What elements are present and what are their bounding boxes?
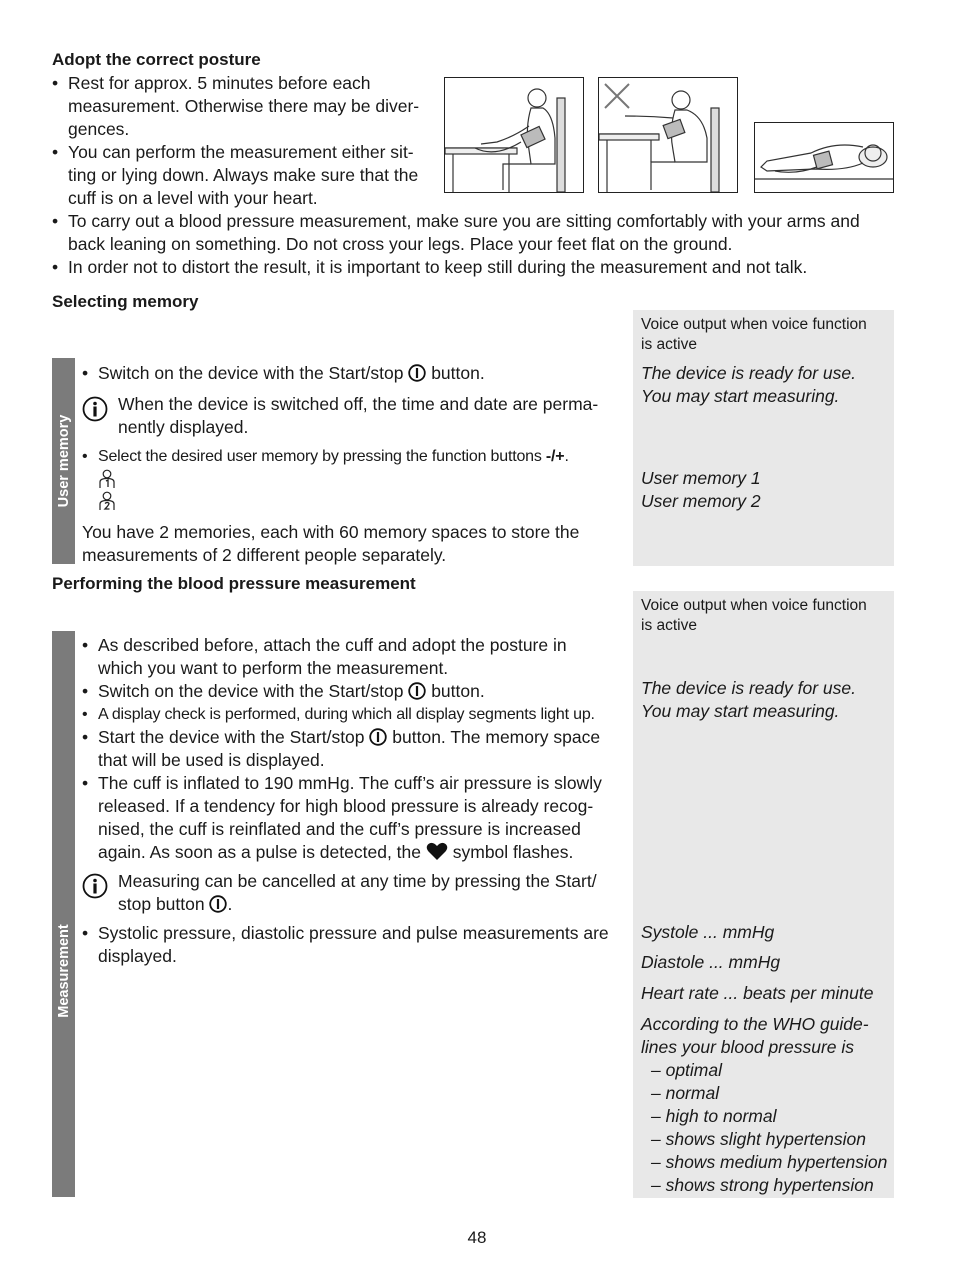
text-line: is active	[641, 336, 697, 353]
posture-heading: Adopt the correct posture	[52, 50, 261, 69]
measure-voice-ready	[641, 677, 856, 723]
who-levels-list	[641, 1059, 887, 1197]
step-results-displayed	[82, 922, 630, 968]
memory-heading: Selecting memory	[52, 292, 199, 311]
voice-diastole: Diastole ... mmHg	[641, 952, 781, 972]
text-line: You may start measuring.	[641, 386, 840, 406]
list-item: – normal	[651, 1083, 720, 1103]
text: Select the desired user memory by pressing the function buttons	[98, 448, 542, 465]
text-line: The device is ready for use.	[641, 678, 856, 698]
text: again. As soon as a pulse is detected, the	[98, 842, 421, 862]
text-line: back leaning on something. Do not cross your legs. Place your feet flat on the ground.	[68, 234, 733, 254]
text-line: • As described before, attach the cuff and adopt the posture in	[98, 635, 567, 655]
cross-sitting-person-icon	[599, 78, 737, 192]
tab-label: Measurement	[55, 923, 72, 1018]
text: A display check is performed, during which all display segments light up.	[98, 706, 595, 723]
user-memory-tab	[52, 358, 75, 564]
incorrect-sitting-posture-illustration	[598, 77, 738, 193]
text-line: ting or lying down. Always make sure that the	[68, 165, 419, 185]
text: button. The memory space	[392, 727, 601, 747]
text-line: that will be used is displayed.	[98, 750, 325, 770]
text-line: You have 2 memories, each with 60 memory spaces to store the	[82, 522, 580, 542]
voice-who-classification	[641, 1013, 887, 1197]
lying-posture-illustration	[754, 122, 894, 193]
text-line: • You can perform the measurement either sit-	[68, 142, 414, 162]
text-line: User memory 2	[641, 491, 761, 511]
measure-heading: Performing the blood pressure measurement	[52, 574, 416, 593]
text: .	[564, 448, 569, 465]
text: .	[227, 894, 233, 914]
lying-person-icon	[755, 123, 893, 192]
step-switch-on	[82, 362, 630, 385]
info-note-cancel	[82, 870, 630, 916]
list-item: – high to normal	[651, 1106, 777, 1126]
text-line: nently displayed.	[118, 417, 249, 437]
info-icon	[82, 873, 108, 899]
text-line: • Rest for approx. 5 minutes before each	[68, 73, 371, 93]
info-icon	[82, 396, 108, 422]
text-line: • In order not to distort the result, it is important to keep still during the measurement and not talk.	[68, 257, 808, 277]
text-line: • The cuff is inflated to 190 mmHg. The cuff’s air pressure is slowly	[98, 773, 602, 793]
step-start-device	[82, 726, 630, 772]
bullet-sit-comfortably	[52, 210, 912, 256]
text-line: which you want to perform the measurement.	[98, 658, 449, 678]
text-line: User memory 1	[641, 468, 761, 488]
bullet-keep-still	[52, 256, 912, 279]
voice-systole: Systole ... mmHg	[641, 922, 775, 942]
text-line: When the device is switched off, the time and date are perma-	[118, 394, 599, 414]
step-cuff-inflation	[82, 772, 630, 864]
page-number: 48	[467, 1228, 487, 1247]
posture-bullets-wide	[52, 210, 912, 279]
power-button-icon	[408, 364, 426, 382]
step-display-check	[82, 703, 630, 726]
measure-steps	[82, 634, 630, 968]
measurement-tab	[52, 631, 75, 1197]
text-line: Voice output when voice function	[641, 316, 867, 333]
memory-user-icons	[82, 469, 630, 515]
tab-label: User memory	[55, 414, 72, 508]
posture-bullets-narrow	[52, 72, 442, 210]
bullet-rest	[52, 72, 442, 141]
measure-voice-header	[641, 596, 867, 636]
text-line: According to the WHO guide-	[641, 1014, 869, 1034]
text-line: • To carry out a blood pressure measurement, make sure you are sitting comfortably with your arms and	[68, 211, 860, 231]
text-line: released. If a tendency for high blood pressure is already recog-	[98, 796, 594, 816]
voice-heart-rate: Heart rate ... beats per minute	[641, 983, 874, 1003]
text-line: Voice output when voice function	[641, 597, 867, 614]
heart-icon	[426, 842, 448, 861]
list-item: – shows slight hypertension	[651, 1129, 866, 1149]
correct-sitting-posture-illustration	[444, 77, 584, 193]
text-line: The device is ready for use.	[641, 363, 856, 383]
text: Switch on the device with the Start/stop	[98, 363, 404, 383]
text-line: cuff is on a level with your heart.	[68, 188, 318, 208]
step-select-memory	[82, 445, 630, 468]
step-attach-cuff	[82, 634, 630, 680]
text-line: gences.	[68, 119, 130, 139]
memory-voice-ready	[641, 362, 856, 408]
user-1-icon	[98, 469, 116, 489]
power-button-icon	[369, 728, 387, 746]
memory-voice-users	[641, 467, 761, 513]
user-2-icon	[98, 491, 116, 511]
list-item: – optimal	[651, 1060, 723, 1080]
text: Start the device with the Start/stop	[98, 727, 365, 747]
text: button.	[431, 681, 485, 701]
text-line: measurement. Otherwise there may be diver-	[68, 96, 420, 116]
info-note-off-display	[82, 393, 630, 439]
bullet-sit-or-lie	[52, 141, 442, 210]
text: symbol flashes.	[452, 842, 574, 862]
text-line: is active	[641, 617, 697, 634]
text-line: lines your blood pressure is	[641, 1037, 855, 1057]
plus-minus-keys: -/+	[545, 448, 565, 465]
list-item: – shows strong hypertension	[651, 1175, 874, 1195]
memory-voice-header	[641, 315, 867, 355]
text: button.	[431, 363, 485, 383]
power-button-icon	[408, 682, 426, 700]
list-item: – shows medium hypertension	[651, 1152, 888, 1172]
memory-capacity-note	[82, 521, 630, 567]
sitting-person-icon	[445, 78, 583, 192]
step-switch-on	[82, 680, 630, 703]
text-line: displayed.	[98, 946, 177, 966]
text-line: You may start measuring.	[641, 701, 840, 721]
text-line: measurements of 2 different people separately.	[82, 545, 447, 565]
text-line: • Systolic pressure, diastolic pressure and pulse measurements are	[98, 923, 609, 943]
power-button-icon	[209, 895, 227, 913]
text-line: nised, the cuff is reinflated and the cuff’s pressure is increased	[98, 819, 581, 839]
text-line: Measuring can be cancelled at any time by pressing the Start/	[118, 871, 597, 891]
memory-steps	[82, 362, 630, 567]
text: stop button	[118, 894, 205, 914]
text: Switch on the device with the Start/stop	[98, 681, 404, 701]
